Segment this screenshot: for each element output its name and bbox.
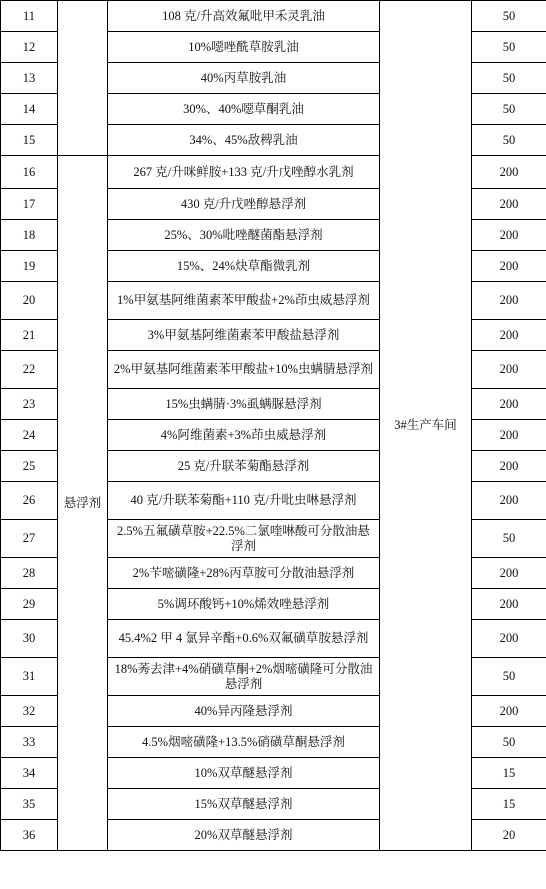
row-number: 20 bbox=[1, 282, 58, 320]
product-name-cell: 3%甲氨基阿维菌素苯甲酸盐悬浮剂 bbox=[108, 320, 380, 351]
product-name-cell: 18%莠去津+4%硝磺草酮+2%烟嘧磺隆可分散油悬浮剂 bbox=[108, 658, 380, 696]
capacity-cell: 200 bbox=[472, 389, 546, 420]
row-number: 11 bbox=[1, 1, 58, 32]
capacity-cell: 200 bbox=[472, 451, 546, 482]
capacity-cell: 200 bbox=[472, 351, 546, 389]
product-name-cell: 4%阿维菌素+3%茚虫威悬浮剂 bbox=[108, 420, 380, 451]
row-number: 32 bbox=[1, 696, 58, 727]
capacity-cell: 15 bbox=[472, 758, 546, 789]
capacity-cell: 200 bbox=[472, 696, 546, 727]
row-number: 19 bbox=[1, 251, 58, 282]
capacity-cell: 200 bbox=[472, 282, 546, 320]
row-number: 33 bbox=[1, 727, 58, 758]
product-name-cell: 10%噁唑酰草胺乳油 bbox=[108, 32, 380, 63]
capacity-cell: 200 bbox=[472, 620, 546, 658]
row-number: 25 bbox=[1, 451, 58, 482]
table-body bbox=[1, 1, 546, 851]
capacity-cell: 200 bbox=[472, 251, 546, 282]
row-number: 30 bbox=[1, 620, 58, 658]
product-name-cell: 5%调环酸钙+10%烯效唑悬浮剂 bbox=[108, 589, 380, 620]
row-number: 17 bbox=[1, 189, 58, 220]
row-number: 24 bbox=[1, 420, 58, 451]
product-name-cell: 40%异丙隆悬浮剂 bbox=[108, 696, 380, 727]
product-name-cell: 2.5%五氟磺草胺+22.5%二氯喹啉酸可分散油悬浮剂 bbox=[108, 520, 380, 558]
product-name-cell: 45.4%2 甲 4 氯异辛酯+0.6%双氟磺草胺悬浮剂 bbox=[108, 620, 380, 658]
row-number: 34 bbox=[1, 758, 58, 789]
capacity-cell: 50 bbox=[472, 1, 546, 32]
row-number: 13 bbox=[1, 63, 58, 94]
row-number: 28 bbox=[1, 558, 58, 589]
product-name-cell: 15%虫螨腈·3%虱螨脲悬浮剂 bbox=[108, 389, 380, 420]
workshop-cell: 3#生产车间 bbox=[380, 1, 472, 851]
capacity-cell: 50 bbox=[472, 125, 546, 156]
product-name-cell: 108 克/升高效氟吡甲禾灵乳油 bbox=[108, 1, 380, 32]
capacity-cell: 20 bbox=[472, 820, 546, 851]
product-name-cell: 4.5%烟嘧磺隆+13.5%硝磺草酮悬浮剂 bbox=[108, 727, 380, 758]
product-name-cell: 30%、40%噁草酮乳油 bbox=[108, 94, 380, 125]
formulation-cell-upper bbox=[58, 1, 108, 156]
capacity-cell: 200 bbox=[472, 156, 546, 189]
table-row bbox=[1, 1, 546, 32]
formulation-type-cell: 悬浮剂 bbox=[58, 156, 108, 851]
row-number: 31 bbox=[1, 658, 58, 696]
row-number: 18 bbox=[1, 220, 58, 251]
capacity-cell: 200 bbox=[472, 320, 546, 351]
capacity-cell: 200 bbox=[472, 589, 546, 620]
capacity-cell: 200 bbox=[472, 558, 546, 589]
capacity-cell: 50 bbox=[472, 94, 546, 125]
product-name-cell: 15%双草醚悬浮剂 bbox=[108, 789, 380, 820]
row-number: 14 bbox=[1, 94, 58, 125]
capacity-cell: 200 bbox=[472, 189, 546, 220]
product-name-cell: 2%甲氨基阿维菌素苯甲酸盐+10%虫螨腈悬浮剂 bbox=[108, 351, 380, 389]
product-name-cell: 25%、30%吡唑醚菌酯悬浮剂 bbox=[108, 220, 380, 251]
product-name-cell: 40%丙草胺乳油 bbox=[108, 63, 380, 94]
row-number: 15 bbox=[1, 125, 58, 156]
row-number: 29 bbox=[1, 589, 58, 620]
product-name-cell: 267 克/升咪鲜胺+133 克/升戊唑醇水乳剂 bbox=[108, 156, 380, 189]
row-number: 36 bbox=[1, 820, 58, 851]
row-number: 35 bbox=[1, 789, 58, 820]
row-number: 26 bbox=[1, 482, 58, 520]
product-name-cell: 15%、24%炔草酯微乳剂 bbox=[108, 251, 380, 282]
capacity-cell: 200 bbox=[472, 420, 546, 451]
capacity-cell: 200 bbox=[472, 482, 546, 520]
product-name-cell: 2%苄嘧磺隆+28%丙草胺可分散油悬浮剂 bbox=[108, 558, 380, 589]
product-name-cell: 25 克/升联苯菊酯悬浮剂 bbox=[108, 451, 380, 482]
row-number: 27 bbox=[1, 520, 58, 558]
capacity-cell: 50 bbox=[472, 32, 546, 63]
product-name-cell: 10%双草醚悬浮剂 bbox=[108, 758, 380, 789]
capacity-cell: 50 bbox=[472, 658, 546, 696]
capacity-cell: 50 bbox=[472, 520, 546, 558]
product-name-cell: 1%甲氨基阿维菌素苯甲酸盐+2%茚虫威悬浮剂 bbox=[108, 282, 380, 320]
row-number: 22 bbox=[1, 351, 58, 389]
product-name-cell: 430 克/升戊唑醇悬浮剂 bbox=[108, 189, 380, 220]
product-name-cell: 40 克/升联苯菊酯+110 克/升吡虫啉悬浮剂 bbox=[108, 482, 380, 520]
row-number: 16 bbox=[1, 156, 58, 189]
row-number: 21 bbox=[1, 320, 58, 351]
capacity-cell: 15 bbox=[472, 789, 546, 820]
product-name-cell: 34%、45%敌稗乳油 bbox=[108, 125, 380, 156]
row-number: 12 bbox=[1, 32, 58, 63]
product-name-cell: 20%双草醚悬浮剂 bbox=[108, 820, 380, 851]
row-number: 23 bbox=[1, 389, 58, 420]
capacity-cell: 50 bbox=[472, 63, 546, 94]
capacity-cell: 200 bbox=[472, 220, 546, 251]
capacity-cell: 50 bbox=[472, 727, 546, 758]
